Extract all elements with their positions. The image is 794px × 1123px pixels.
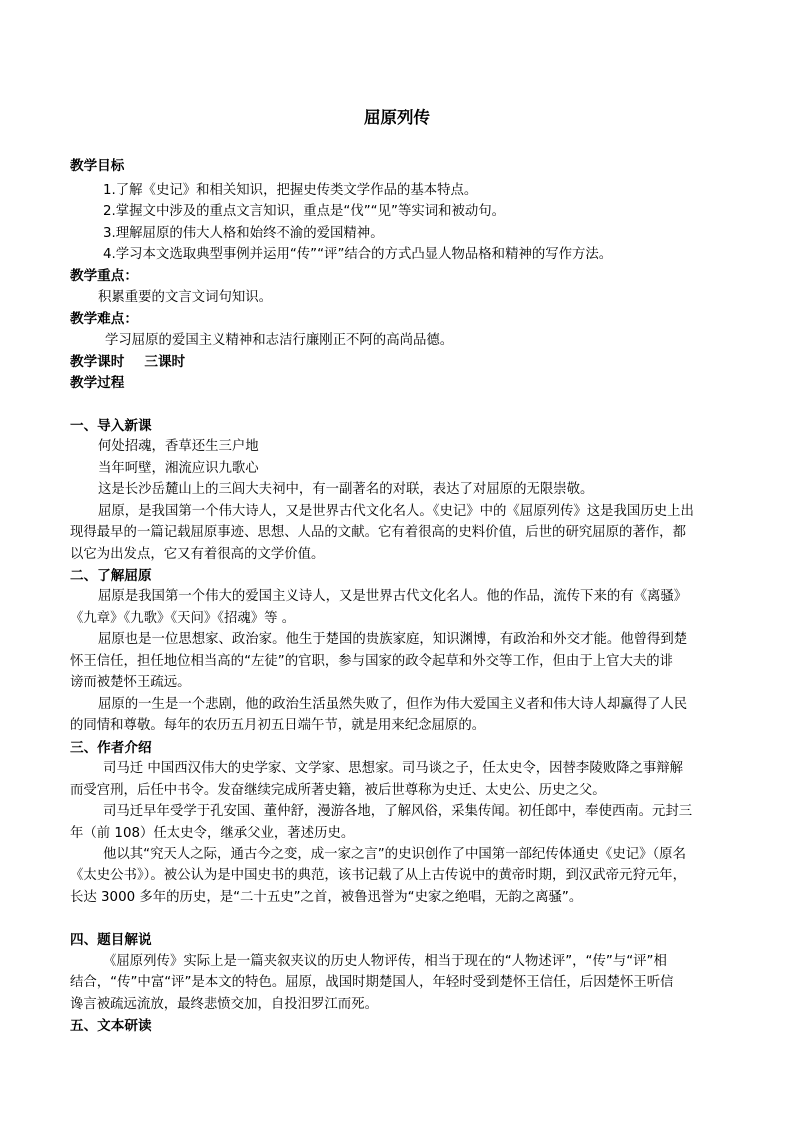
class-hours-label: 教学课时 xyxy=(70,354,125,370)
paragraph-line: 屈原也是一位思想家、政治家。他生于楚国的贵族家庭，知识渊博，有政治和外交才能。他曾得到楚 xyxy=(98,632,688,647)
section-heading: 一、导入新课 xyxy=(70,418,152,434)
key-points-heading: 教学重点： xyxy=(70,268,138,284)
difficulties-heading: 教学难点： xyxy=(70,311,138,327)
paragraph-line: 以它为出发点，它又有着很高的文学价值。 xyxy=(70,547,325,562)
paragraph-line: 年（前 108）任太史令，继承父业，著述历史。 xyxy=(70,826,355,841)
paragraph-line: 他以其“究天人之际，通古今之变，成一家之言”的史识创作了中国第一部纪传体通史《史记》（原名 xyxy=(103,847,686,862)
paragraph-line: 而受宫刑，后任中书令。发奋继续完成所著史籍，被后世尊称为史迁、太史公、历史之父。 xyxy=(70,783,606,798)
paragraph-line: 司马迁 中国西汉伟大的史学家、文学家、思想家。司马谈之子，任太史令，因替李陵败降之事辩解 xyxy=(103,761,684,776)
objective-item: 3.理解屈原的伟大人格和始终不渝的爱国精神。 xyxy=(103,226,384,241)
objective-item: 2.掌握文中涉及的重点文言知识，重点是“伐”“见”等实词和被动句。 xyxy=(103,204,506,219)
paragraph-line: 怀王信任，担任地位相当高的“左徒”的官职，参与国家的政令起草和外交等工作，但由于上官大夫的诽 xyxy=(70,654,674,669)
couplet-line: 何处招魂，香草还生三户地 xyxy=(98,439,259,454)
paragraph-line: 司马迁早年受学于孔安国、董仲舒，漫游各地，了解风俗，采集传闻。初任郎中，奉使西南。元封三 xyxy=(103,804,693,819)
paragraph-line: 屈原，是我国第一个伟大诗人，又是世界古代文化名人。《史记》中的《屈原列传》这是我国历史上出 xyxy=(98,504,694,519)
key-points-text: 积累重要的文言文词句知识。 xyxy=(98,290,273,305)
paragraph-line: 长达 3000 多年的历史，是“二十五史”之首，被鲁迅誉为“史家之绝唱，无韵之离骚”。 xyxy=(70,890,583,905)
paragraph-line: 的同情和尊敬。每年的农历五月初五日端午节，就是用来纪念屈原的。 xyxy=(70,718,486,733)
section-heading: 四、题目解说 xyxy=(70,932,152,948)
paragraph-line: 屈原是我国第一个伟大的爱国主义诗人，又是世界古代文化名人。他的作品，流传下来的有《离骚》 xyxy=(98,589,688,604)
paragraph-line: 《九章》《九歌》《天问》《招魂》等 。 xyxy=(70,611,296,626)
paragraph-line: 谗言被疏远流放，最终悲愤交加，自投汨罗江而死。 xyxy=(70,997,378,1012)
paragraph-line: 《太史公书》）。被公认为是中国史书的典范，该书记载了从上古传说中的黄帝时期，到汉武帝元狩元年， xyxy=(70,868,686,883)
section-heading: 三、作者介绍 xyxy=(70,740,152,756)
document-title: 屈原列传 xyxy=(364,108,430,127)
section-heading: 二、了解屈原 xyxy=(70,568,152,584)
couplet-line: 当年呵壁，湘流应识九歌心 xyxy=(98,461,259,476)
difficulties-text: 学习屈原的爱国主义精神和志洁行廉刚正不阿的高尚品德。 xyxy=(105,333,454,348)
class-hours-row xyxy=(70,352,725,372)
paragraph-line: 这是长沙岳麓山上的三闾大夫祠中，有一副著名的对联，表达了对屈原的无限崇敬。 xyxy=(98,482,594,497)
objective-item: 4.学习本文选取典型事例并运用“传”“评”结合的方式凸显人物品格和精神的写作方法。 xyxy=(103,247,613,262)
paragraph-line: 结合，“传”中富“评”是本文的特色。屈原，战国时期楚国人，年轻时受到楚怀王信任，后因楚怀王听信 xyxy=(70,975,674,990)
paragraph-line: 谤而被楚怀王疏远。 xyxy=(70,675,191,690)
paragraph-line: 现得最早的一篇记载屈原事迹、思想、人品的文献。它有着很高的史料价值，后世的研究屈原的著作，都 xyxy=(70,525,686,540)
class-hours-value: 三课时 xyxy=(144,354,186,370)
section-heading: 五、文本研读 xyxy=(70,1018,152,1034)
paragraph-line: 屈原的一生是一个悲剧，他的政治生活虽然失败了，但作为伟大爱国主义者和伟大诗人却赢得了人民 xyxy=(98,697,688,712)
objective-item: 1.了解《史记》和相关知识，把握史传类文学作品的基本特点。 xyxy=(103,183,478,198)
paragraph-line: 《屈原列传》实际上是一篇夹叙夹议的历史人物评传，相当于现在的“人物述评”，“传”与“评”相 xyxy=(103,954,667,969)
process-heading: 教学过程 xyxy=(70,375,125,391)
objectives-heading: 教学目标 xyxy=(70,158,125,174)
